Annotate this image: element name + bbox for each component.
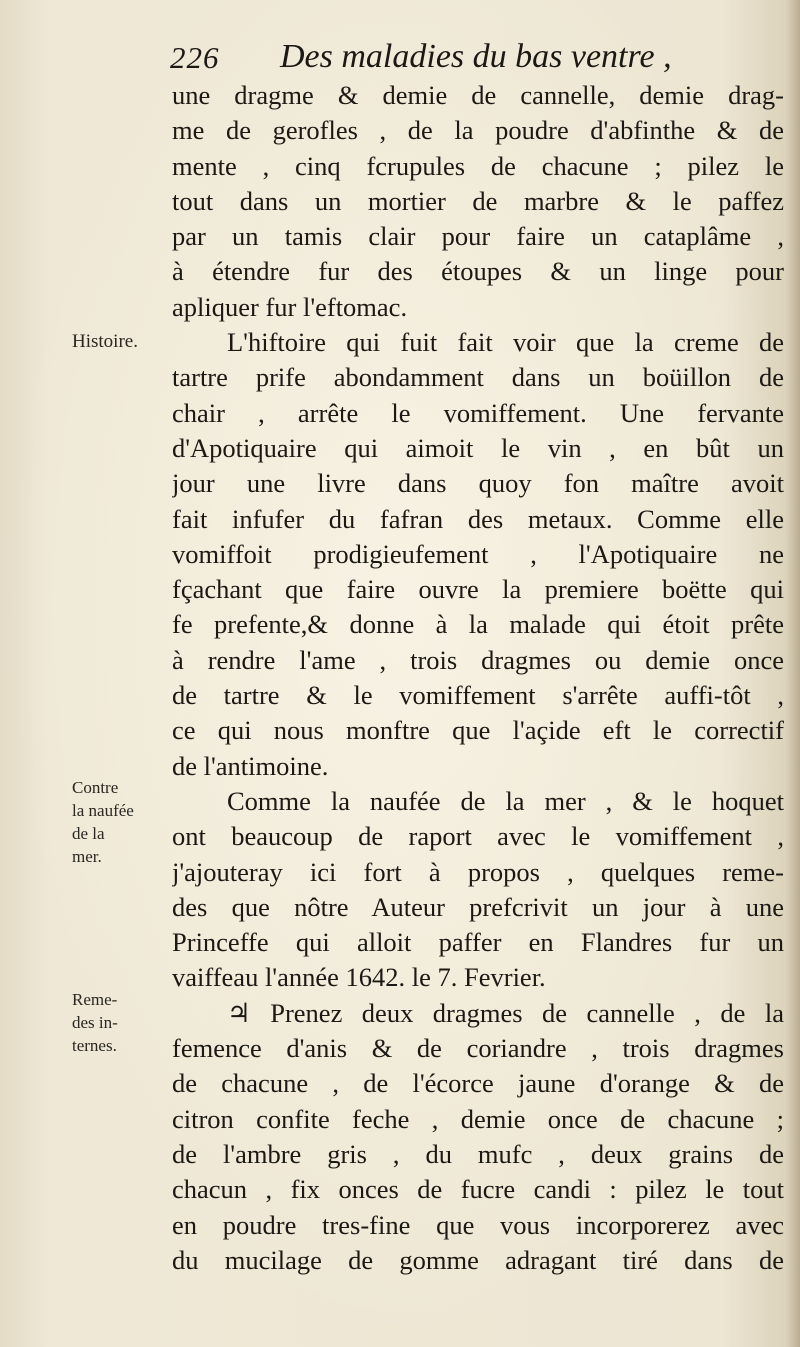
text-line: citron confite feche , demie once de chacune ; — [172, 1103, 784, 1134]
margin-note-line: mer. — [72, 847, 102, 866]
text-line: me de gerofles , de la poudre d'abfinthe & de — [172, 115, 784, 146]
text-line: femence d'anis & de coriandre , trois dragmes — [172, 1033, 784, 1064]
text-line: chacun , fix onces de fucre candi : pilez le tout — [172, 1174, 784, 1205]
margin-note-line: ternes. — [72, 1036, 117, 1055]
text-line: ♃ Prenez deux dragmes de cannelle , de la — [227, 997, 784, 1028]
text-line: fçachant que faire ouvre la premiere boëtte qui — [172, 574, 784, 605]
text-line: apliquer fur l'eftomac. — [172, 291, 408, 322]
text-line: de l'antimoine. — [172, 750, 329, 781]
text-line: j'ajouteray ici fort à propos , quelques reme- — [172, 856, 784, 887]
margin-note-line: de la — [72, 824, 105, 843]
text-line: à étendre fur des étoupes & un linge pour — [172, 256, 784, 287]
text-line: de chacune , de l'écorce jaune d'orange & de — [172, 1068, 784, 1099]
text-line: fe prefente,& donne à la malade qui étoit prête — [172, 609, 784, 640]
text-line: Princeffe qui alloit paffer en Flandres fur un — [172, 927, 784, 958]
page-edge-shadow — [786, 0, 800, 1347]
text-line: de tartre & le vomiffement s'arrête auffi-tôt , — [172, 680, 784, 711]
text-line: chair , arrête le vomiffement. Une fervante — [172, 397, 784, 428]
text-line: jour une livre dans quoy fon maître avoit — [172, 468, 784, 499]
margin-note-histoire: Histoire. — [72, 331, 138, 352]
margin-note-remedes — [72, 988, 118, 1057]
text-line: du mucilage de gomme adragant tiré dans de — [172, 1244, 784, 1275]
text-line: par un tamis clair pour faire un cataplâme , — [172, 221, 784, 252]
text-line: de l'ambre gris , du mufc , deux grains de — [172, 1138, 784, 1169]
text-line: fait infufer du fafran des metaux. Comme elle — [172, 503, 784, 534]
text-line: tartre prife abondamment dans un boüillon de — [172, 362, 784, 393]
margin-note-line: des in- — [72, 1013, 118, 1032]
text-line: une dragme & demie de cannelle, demie drag- — [172, 80, 784, 110]
text-line: L'hiftoire qui fuit fait voir que la creme de — [227, 327, 784, 358]
page-number: 226 — [170, 40, 220, 75]
body-text — [172, 78, 784, 1278]
margin-note-line: la naufée — [72, 801, 134, 820]
text-line: mente , cinq fcrupules de chacune ; pilez le — [172, 150, 784, 181]
text-line: Comme la naufée de la mer , & le hoquet — [227, 785, 784, 816]
margin-note-line: Reme- — [72, 990, 118, 1009]
text-line: des que nôtre Auteur prefcrivit un jour à une — [172, 891, 784, 922]
page-header — [170, 30, 770, 80]
margin-note-contre — [72, 776, 134, 868]
text-line: ce qui nous monftre que l'açide eft le correctif — [172, 715, 784, 746]
text-line: tout dans un mortier de marbre & le paffez — [172, 185, 784, 216]
text-line: ont beaucoup de raport avec le vomiffement , — [172, 821, 784, 852]
text-line: à rendre l'ame , trois dragmes ou demie once — [172, 644, 784, 675]
text-line: d'Apotiquaire qui aimoit le vin , en bût un — [172, 432, 784, 463]
text-line: en poudre tres-fine que vous incorporerez avec — [172, 1209, 784, 1240]
margin-note-line: Contre — [72, 778, 119, 797]
running-title: Des maladies du bas ventre , — [280, 38, 672, 75]
text-line: vomiffoit prodigieufement , l'Apotiquaire ne — [172, 538, 784, 569]
text-line: vaiffeau l'année 1642. le 7. Fevrier. — [172, 962, 546, 993]
